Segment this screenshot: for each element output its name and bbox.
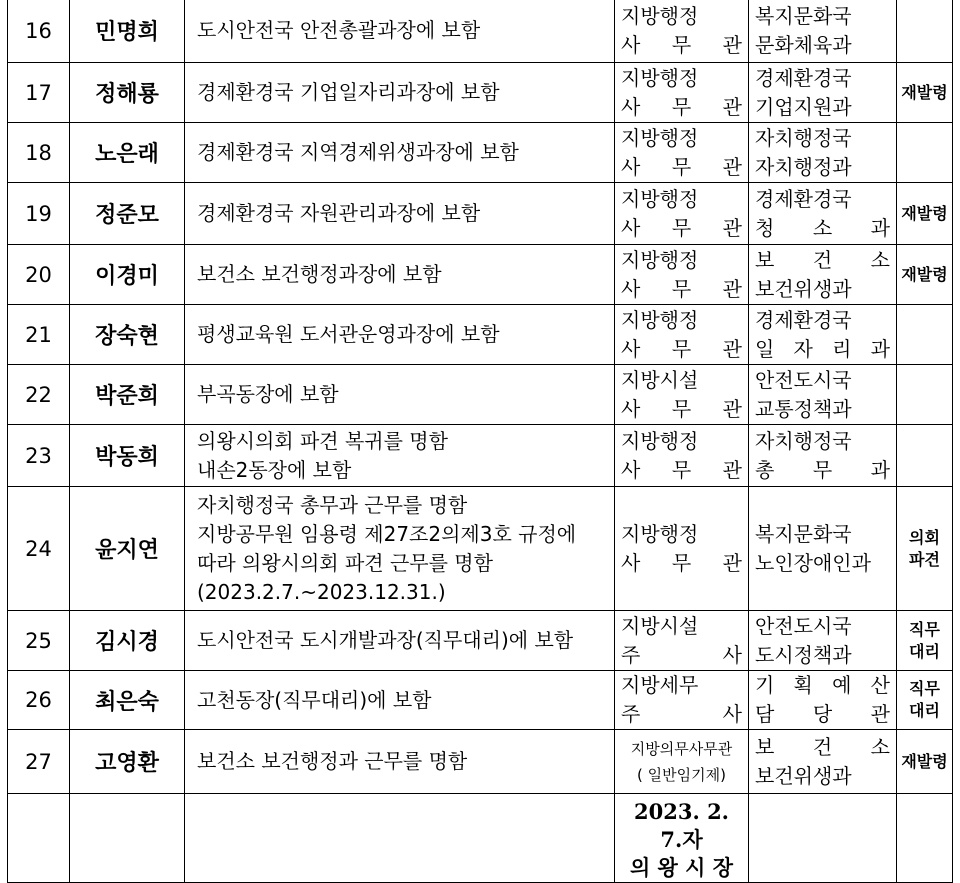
job-grade [615,63,749,123]
description-line: 지방공무원 임용령 제27조2의제3호 규정에 [197,521,577,546]
department-line: 보 건 소 [755,734,890,759]
assignment-description [185,183,615,245]
department-line: 총 무 과 [755,457,890,482]
signature-issuer: 의 왕 시 장 [629,855,734,880]
row-number: 20 [8,245,70,305]
remark [897,487,953,611]
previous-department [749,671,897,730]
remark [897,183,953,245]
table-row [8,611,953,671]
table-row [8,671,953,730]
grade-line: 사 무 관 [621,396,742,421]
description-line: 부곡동장에 보함 [197,382,339,406]
employee-name: 윤지연 [70,487,185,611]
employee-name: 박준희 [70,365,185,425]
previous-department [749,611,897,671]
employee-name: 이경미 [70,245,185,305]
row-number: 19 [8,183,70,245]
department-line: 도시정책과 [755,642,852,667]
remark-line: 직무 [909,679,940,698]
grade-line: 지방행정 [621,125,699,150]
row-number: 24 [8,487,70,611]
signature-date: 2023. 2. 7.자 [634,799,729,852]
employee-name: 장숙현 [70,305,185,365]
row-number: 21 [8,305,70,365]
signature-cell [615,794,749,883]
remark-line: 재발령 [901,751,948,771]
department-line: 일 자 리 과 [755,336,890,361]
row-number: 22 [8,365,70,425]
assignment-description [185,671,615,730]
department-line: 교통정책과 [755,396,852,421]
row-number: 17 [8,63,70,123]
grade-line: 주 사 [621,702,742,726]
grade-line: 지방행정 [621,307,699,332]
grade-line: 사 무 관 [621,215,742,240]
row-number: 23 [8,425,70,487]
signature-row [8,794,953,883]
grade-line: 지방행정 [621,521,699,546]
remark-line: 직무 [909,619,940,639]
table-row [8,305,953,365]
assignment-description [185,245,615,305]
remark [897,611,953,671]
remark [897,730,953,794]
description-line: (2023.2.7.~2023.12.31.) [197,579,446,604]
department-line: 기업지원과 [755,94,852,119]
remark-line: 재발령 [901,264,948,284]
previous-department [749,365,897,425]
grade-line: 지방의무사무관 [630,739,733,758]
job-grade [615,183,749,245]
grade-line: 사 무 관 [621,276,742,301]
assignment-description [185,611,615,671]
department-line: 문화체육과 [755,32,852,57]
previous-department [749,425,897,487]
grade-line: ( 일반임기제) [637,765,726,784]
grade-line: 사 무 관 [621,336,742,361]
table-row [8,425,953,487]
department-line: 자치행정국 [755,428,852,453]
assignment-description [185,0,615,63]
job-grade [615,123,749,183]
appointment-rows [8,0,953,794]
remark [897,123,953,183]
description-line: 평생교육원 도서관운영과장에 보함 [197,322,500,346]
assignment-description [185,425,615,487]
department-line: 자치행정과 [755,154,852,179]
remark [897,425,953,487]
grade-line: 지방행정 [621,247,699,272]
description-line: 따라 의왕시의회 파견 근무를 명함 [197,550,493,575]
job-grade [615,425,749,487]
assignment-description [185,123,615,183]
empty-cell [749,794,897,883]
department-line: 자치행정국 [755,125,852,150]
table-row [8,123,953,183]
department-line: 복지문화국 [755,3,852,28]
grade-line: 지방행정 [621,3,699,28]
employee-name: 노은래 [70,123,185,183]
employee-name: 박동희 [70,425,185,487]
remark-line: 대리 [909,701,940,720]
appointment-table [7,0,953,883]
previous-department [749,487,897,611]
department-line: 경제환경국 [755,307,852,332]
department-line: 복지문화국 [755,521,852,546]
department-line: 담 당 관 [755,702,890,726]
description-line: 도시안전국 안전총괄과장에 보함 [197,18,481,42]
description-line: 경제환경국 자원관리과장에 보함 [197,201,481,225]
assignment-description [185,305,615,365]
department-line: 청 소 과 [755,215,890,240]
department-line: 기 획 예 산 [755,673,890,697]
table-row [8,365,953,425]
table-row [8,245,953,305]
department-line: 노인장애인과 [755,550,871,575]
table-row [8,0,953,63]
grade-line: 지방행정 [621,65,699,90]
job-grade [615,671,749,730]
employee-name: 고영환 [70,730,185,794]
grade-line: 사 무 관 [621,154,742,179]
department-line: 안전도시국 [755,367,852,392]
description-line: 고천동장(직무대리)에 보함 [197,687,432,712]
description-line: 보건소 보건행정과장에 보함 [197,262,442,286]
employee-name: 최은숙 [70,671,185,730]
assignment-description [185,365,615,425]
description-line: 보건소 보건행정과 근무를 명함 [197,749,468,773]
assignment-description [185,730,615,794]
job-grade [615,245,749,305]
remark [897,0,953,63]
job-grade [615,305,749,365]
job-grade [615,487,749,611]
job-grade [615,730,749,794]
grade-line: 사 무 관 [621,550,742,575]
remark [897,365,953,425]
previous-department [749,63,897,123]
department-line: 경제환경국 [755,65,852,90]
remark-line: 재발령 [901,203,948,223]
remark [897,245,953,305]
grade-line: 사 무 관 [621,457,742,482]
description-line: 경제환경국 기업일자리과장에 보함 [197,80,500,104]
grade-line: 지방세무 [621,673,699,697]
job-grade [615,0,749,63]
remark [897,671,953,730]
remark-line: 파견 [909,549,940,569]
table-row [8,183,953,245]
employee-name: 민명희 [70,0,185,63]
description-line: 도시안전국 도시개발과장(직무대리)에 보함 [197,628,574,652]
employee-name: 정준모 [70,183,185,245]
employee-name: 김시경 [70,611,185,671]
assignment-description [185,63,615,123]
empty-cell [897,794,953,883]
previous-department [749,305,897,365]
department-line: 안전도시국 [755,613,852,638]
description-line: 경제환경국 지역경제위생과장에 보함 [197,140,519,164]
row-number: 16 [8,0,70,63]
remark-line: 재발령 [901,82,948,102]
grade-line: 사 무 관 [621,94,742,119]
description-line: 내손2동장에 보함 [197,457,352,482]
description-line: 의왕시의회 파견 복귀를 명함 [197,428,448,453]
previous-department [749,730,897,794]
remark [897,63,953,123]
grade-line: 지방행정 [621,186,699,211]
employee-name: 정해룡 [70,63,185,123]
row-number: 27 [8,730,70,794]
remark [897,305,953,365]
grade-line: 지방행정 [621,428,699,453]
table-row [8,487,953,611]
row-number: 26 [8,671,70,730]
previous-department [749,123,897,183]
row-number: 18 [8,123,70,183]
remark-line: 대리 [909,641,940,661]
job-grade [615,611,749,671]
table-row [8,730,953,794]
department-line: 경제환경국 [755,186,852,211]
grade-line: 지방시설 [621,613,699,638]
department-line: 보 건 소 [755,247,890,272]
row-number: 25 [8,611,70,671]
table-row [8,63,953,123]
empty-cell [70,794,185,883]
empty-cell [8,794,70,883]
previous-department [749,0,897,63]
job-grade [615,365,749,425]
department-line: 보건위생과 [755,276,852,301]
previous-department [749,183,897,245]
grade-line: 지방시설 [621,367,699,392]
previous-department [749,245,897,305]
grade-line: 사 무 관 [621,32,742,57]
empty-cell [185,794,615,883]
department-line: 보건위생과 [755,763,852,788]
grade-line: 주 사 [621,642,742,667]
assignment-description [185,487,615,611]
description-line: 자치행정국 총무과 근무를 명함 [197,492,468,517]
remark-line: 의회 [909,527,940,547]
